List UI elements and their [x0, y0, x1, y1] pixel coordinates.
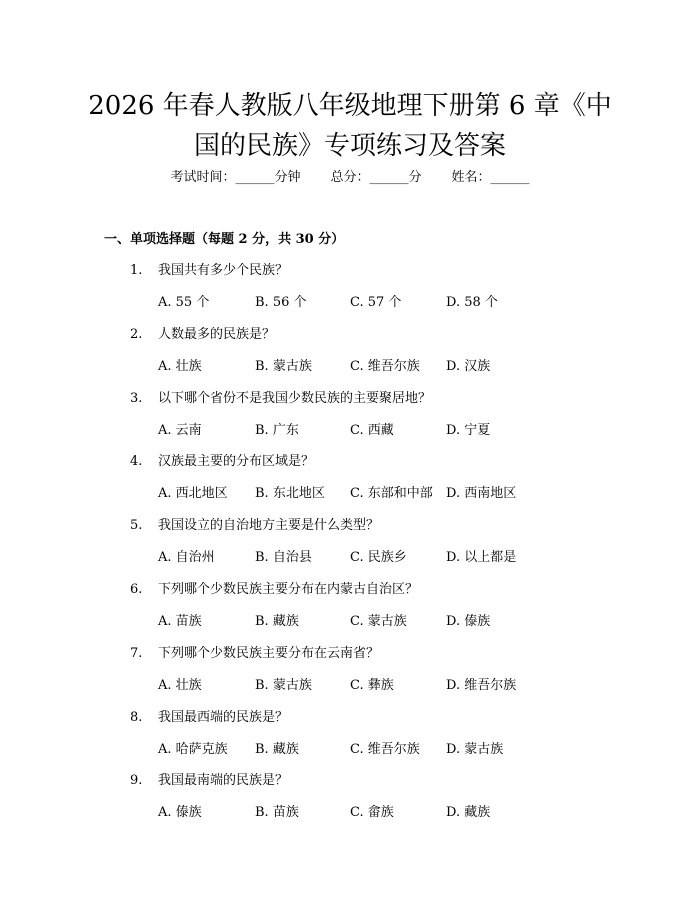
- question-7-option-b: B. 蒙古族: [255, 677, 312, 693]
- question-text: 汉族最主要的分布区域是？: [158, 454, 315, 470]
- question-6-option-a: A. 苗族: [158, 614, 202, 629]
- question-text: 我国设立的自治地方主要是什么类型？: [158, 518, 380, 534]
- question-6-option-b: B. 藏族: [255, 614, 299, 629]
- question-6-option-d: D. 傣族: [446, 614, 491, 629]
- question-5-option-a: A. 自治州: [158, 550, 215, 566]
- exam-meta: [0, 168, 700, 188]
- question-number: 6.: [130, 582, 143, 597]
- question-8-option-b: B. 藏族: [255, 741, 299, 757]
- question-text: 我国最西端的民族是？: [158, 709, 289, 725]
- question-7: [130, 644, 379, 664]
- question-number: 4.: [130, 454, 143, 470]
- question-6-option-c: C. 蒙古族: [350, 614, 407, 629]
- question-number: 7.: [130, 645, 143, 661]
- question-9-option-c: C. 畲族: [350, 805, 394, 821]
- question-9-option-b: B. 苗族: [255, 805, 299, 821]
- student-name-field: 姓名：______: [451, 170, 530, 185]
- question-9-option-a: A. 傣族: [158, 805, 202, 821]
- question-3: [130, 389, 431, 409]
- question-7-option-c: C. 彝族: [350, 677, 394, 693]
- question-number: 1.: [130, 263, 143, 278]
- question-2-option-d: D. 汉族: [446, 358, 491, 374]
- question-text: 以下哪个省份不是我国少数民族的主要聚居地？: [158, 390, 432, 406]
- question-4-option-a: A. 西北地区: [158, 486, 228, 502]
- question-4-option-b: B. 东北地区: [255, 486, 325, 502]
- question-3-option-c: C. 西藏: [350, 422, 394, 438]
- question-text: 我国共有多少个民族？: [158, 263, 289, 278]
- section-heading: 一、单项选择题（每题 2 分，共 30 分）: [104, 232, 345, 247]
- question-2-option-c: C. 维吾尔族: [350, 358, 420, 374]
- question-number: 2.: [130, 326, 143, 342]
- question-8: [130, 708, 288, 728]
- title-line-2: 国的民族》专项练习及答案: [193, 131, 506, 161]
- question-text: 人数最多的民族是？: [158, 326, 276, 342]
- question-9: [130, 771, 288, 791]
- question-1-option-b: B. 56 个: [255, 295, 307, 310]
- question-4-option-d: D. 西南地区: [446, 486, 517, 502]
- title-line-1: 2026 年春人教版八年级地理下册第 6 章《中: [88, 91, 612, 121]
- question-8-option-a: A. 哈萨克族: [158, 741, 228, 757]
- question-7-option-a: A. 壮族: [158, 677, 202, 693]
- question-1-option-c: C. 57 个: [350, 295, 402, 310]
- question-5-option-b: B. 自治县: [255, 550, 312, 566]
- question-2: [130, 325, 275, 345]
- question-text: 下列哪个少数民族主要分布在内蒙古自治区？: [158, 582, 419, 597]
- exam-time-field: 考试时间：______分钟: [170, 170, 301, 185]
- total-score-field: 总分：______分: [330, 170, 422, 185]
- question-number: 9.: [130, 773, 143, 789]
- question-3-option-d: D. 宁夏: [446, 422, 491, 438]
- question-5-option-d: D. 以上都是: [446, 550, 517, 566]
- question-8-option-d: D. 蒙古族: [446, 741, 504, 757]
- question-number: 5.: [130, 518, 143, 534]
- question-number: 3.: [130, 390, 143, 406]
- question-text: 我国最南端的民族是？: [158, 773, 289, 789]
- question-text: 下列哪个少数民族主要分布在云南省？: [158, 645, 380, 661]
- page-title: [60, 86, 640, 166]
- question-4: [130, 452, 314, 472]
- question-2-option-a: A. 壮族: [158, 358, 202, 374]
- question-3-option-a: A. 云南: [158, 422, 202, 438]
- question-number: 8.: [130, 709, 143, 725]
- question-4-option-c: C. 东部和中部: [350, 486, 433, 502]
- question-6: [130, 580, 418, 600]
- question-2-option-b: B. 蒙古族: [255, 358, 312, 374]
- question-9-option-d: D. 藏族: [446, 805, 491, 821]
- question-1-option-d: D. 58 个: [446, 295, 498, 310]
- question-1-option-a: A. 55 个: [158, 295, 210, 310]
- question-5: [130, 516, 379, 536]
- question-8-option-c: C. 维吾尔族: [350, 741, 420, 757]
- question-5-option-c: C. 民族乡: [350, 550, 407, 566]
- question-3-option-b: B. 广东: [255, 422, 299, 438]
- question-7-option-d: D. 维吾尔族: [446, 677, 517, 693]
- question-1: [130, 261, 288, 281]
